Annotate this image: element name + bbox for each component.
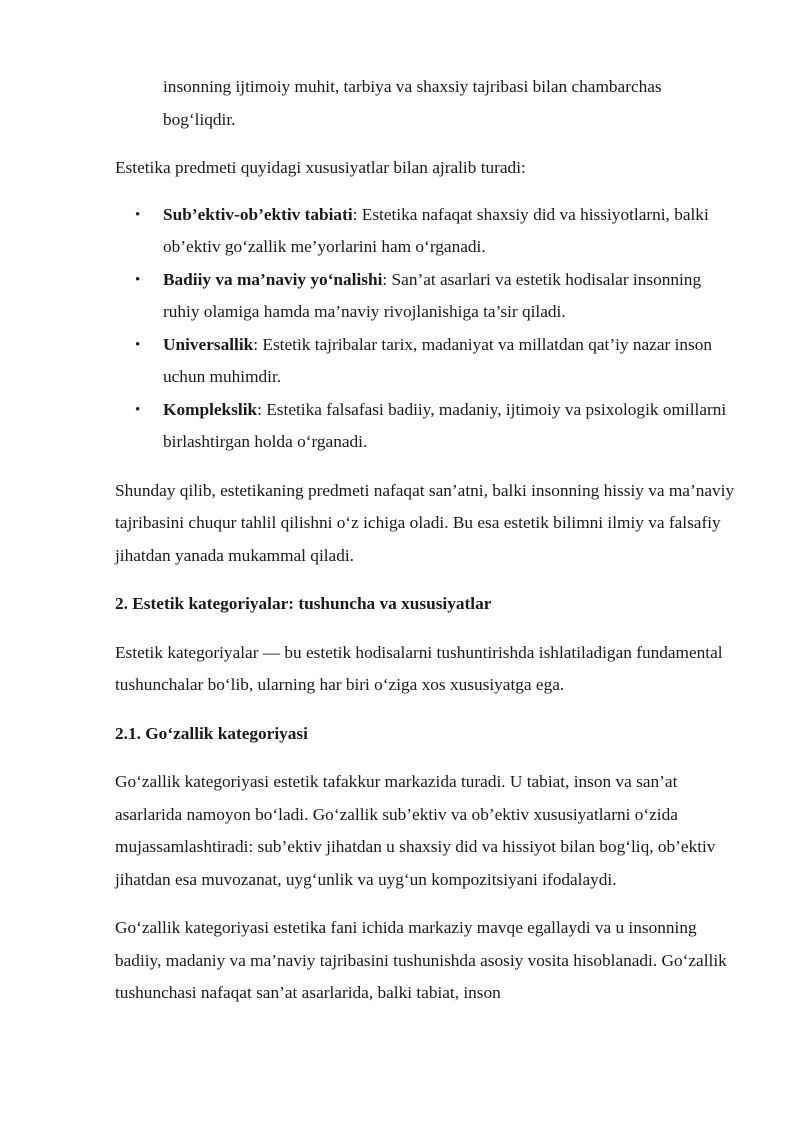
bullet-icon: • bbox=[135, 271, 141, 288]
document-body bbox=[115, 71, 735, 1010]
beauty-paragraph-1: Go‘zallik kategoriyasi estetik tafakkur markazida turadi. U tabiat, inson va san’at asarlarida namoyon bo‘ladi. Go‘zallik sub’ektiv va ob’ektiv xususiyatlarni o‘zida mujassamlashtiradi: sub’ektiv jihatdan u shaxsiy did va hissiyot bilan bog‘liq, ob’ektiv jihatdan esa muvozanat, uyg‘unlik va uyg‘un kompozitsiyani ifodalaydi. bbox=[115, 772, 716, 889]
bullet-icon: • bbox=[135, 206, 141, 223]
continuation-paragraph: insonning ijtimoiy muhit, tarbiya va shaxsiy tajribasi bilan chambarchas bog‘liqdir. bbox=[163, 77, 662, 129]
list-item-text: : Estetik tajribalar tarix, madaniyat va millatdan qat’iy nazar inson uchun muhimdir. bbox=[163, 334, 713, 386]
list-item-text: : Estetika falsafasi badiiy, madaniy, ijtimoiy va psixologik omillarni birlashtirgan holda o‘rganadi. bbox=[163, 399, 727, 451]
list-item bbox=[115, 394, 735, 459]
list-item-term: Universallik bbox=[163, 334, 254, 354]
list-item-term: Sub’ektiv-ob’ektiv tabiati bbox=[163, 204, 353, 224]
summary-paragraph: Shunday qilib, estetikaning predmeti nafaqat san’atni, balki insonning hissiy va ma’naviy tajribasini chuqur tahlil qilishni o‘z ichiga oladi. Bu esa estetik bilimni ilmiy va falsafiy jihatdan yanada mukammal qiladi. bbox=[115, 480, 735, 565]
section-heading: 2. Estetik kategoriyalar: tushuncha va xususiyatlar bbox=[115, 594, 492, 613]
list-item-text: : Estetika nafaqat shaxsiy did va hissiyotlarni, balki ob’ektiv go‘zallik me’yorlarini ham o‘rganadi. bbox=[163, 204, 709, 256]
bullet-icon: • bbox=[135, 336, 141, 353]
list-item bbox=[115, 264, 735, 329]
beauty-paragraph-2: Go‘zallik kategoriyasi estetika fani ichida markaziy mavqe egallaydi va u insonning badiiy, madaniy va ma’naviy tajribasini tushunishda asosiy vosita hisoblanadi. Go‘zallik tushunchasi nafaqat san’at asarlarida, balki tabiat, inson bbox=[115, 918, 727, 1002]
intro-paragraph: Estetika predmeti quyidagi xususiyatlar bilan ajralib turadi: bbox=[115, 158, 526, 177]
list-item bbox=[115, 199, 735, 264]
list-item-term: Badiiy va ma’naviy yo‘nalishi bbox=[163, 269, 383, 289]
subsection-heading: 2.1. Go‘zallik kategoriyasi bbox=[115, 723, 308, 743]
section-paragraph: Estetik kategoriyalar — bu estetik hodisalarni tushuntirishda ishlatiladigan fundamental tushunchalar bo‘lib, ularning har biri o‘ziga xos xususiyatga ega. bbox=[115, 642, 723, 694]
feature-list bbox=[115, 199, 735, 459]
list-item bbox=[115, 329, 735, 394]
list-item-text: : San’at asarlari va estetik hodisalar insonning ruhiy olamiga hamda ma’naviy rivojlanishiga ta’sir qiladi. bbox=[163, 269, 702, 321]
bullet-icon: • bbox=[135, 401, 141, 418]
list-item-term: Komplekslik bbox=[163, 399, 258, 419]
